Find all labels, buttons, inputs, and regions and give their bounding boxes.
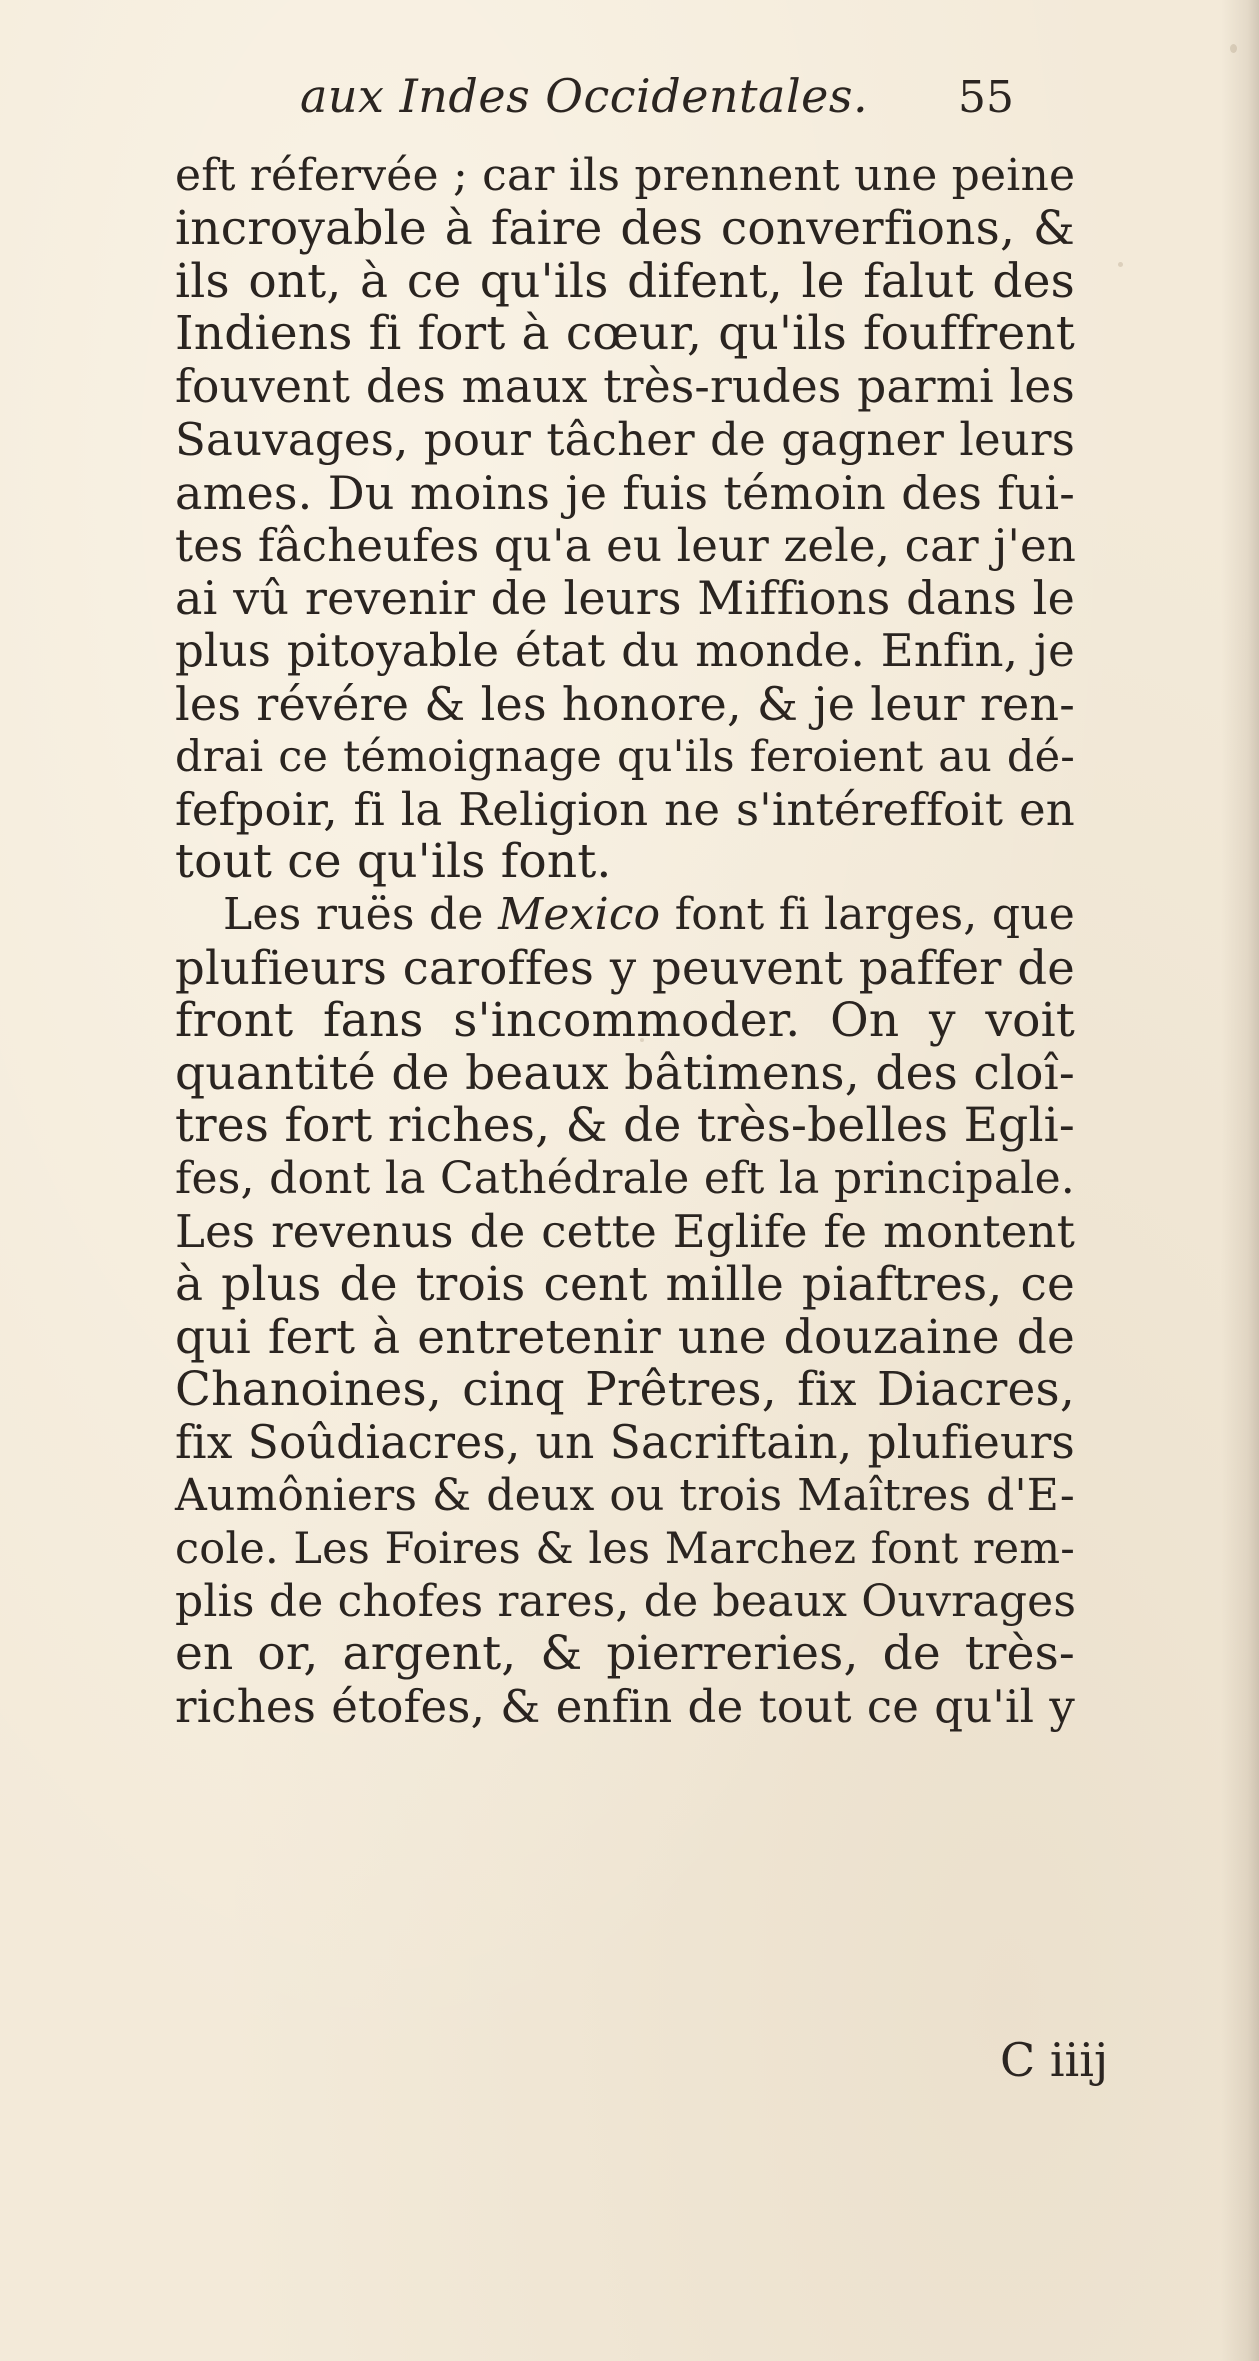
text-line: Sauvages, pour tâcher de gagner leurs <box>175 412 1075 466</box>
text-line: Aumôniers & deux ou trois Maîtres d'E- <box>175 1469 1075 1521</box>
page-edge-shadow <box>1221 0 1259 2361</box>
text-line: tes fâcheufes qu'a eu leur zele, car j'en <box>175 518 1077 572</box>
text-line: cole. Les Foires & les Marchez font rem- <box>175 1523 1075 1574</box>
text-line: eft réfervée ; car ils prennent une peine <box>175 150 1076 201</box>
text-line: fefpoir, fi la Religion ne s'intéreffoit en <box>175 782 1075 836</box>
text-line: les révére & les honore, & je leur ren- <box>175 676 1075 731</box>
text-line: drai ce témoignage qu'ils feroient au dé- <box>175 731 1075 782</box>
text-line: fouvent des maux très-rudes parmi les <box>175 360 1075 414</box>
text-line: ils ont, à ce qu'ils difent, le falut des <box>175 253 1075 309</box>
running-title: aux Indes Occidentales. <box>300 69 869 123</box>
running-head <box>300 66 1080 136</box>
text-line: incroyable à faire des converfions, & <box>175 200 1075 256</box>
signature-mark: C iiij <box>1000 2033 1109 2087</box>
text-line: en or, argent, & pierreries, de très- <box>175 1626 1075 1682</box>
text-line: fix Soûdiacres, un Sacriftain, plufieurs <box>175 1416 1075 1470</box>
text-line: Indiens fi fort à cœur, qu'ils fouffrent <box>175 306 1075 362</box>
text-line: quantité de beaux bâtimens, des cloî- <box>175 1045 1075 1101</box>
paragraph-end-line: tout ce qu'ils font. <box>175 834 612 890</box>
text-line: plufieurs caroffes y peuvent paffer de <box>175 940 1075 995</box>
text-line: ames. Du moins je fuis témoin des fui- <box>175 465 1075 520</box>
text-line: à plus de trois cent mille piaftres, ce <box>175 1256 1075 1312</box>
text-line: plus pitoyable état du monde. Enfin, je <box>175 624 1075 678</box>
text-line: tres fort riches, & de très-belles Egli- <box>175 1098 1075 1154</box>
body-text <box>175 150 1075 1734</box>
page-number: 55 <box>958 72 1014 123</box>
text-line: riches étofes, & enfin de tout ce qu'il y <box>175 1680 1075 1734</box>
paper-speck <box>1118 262 1123 267</box>
paper-speck <box>1230 44 1237 53</box>
text-line: ai vû revenir de leurs Miffions dans le <box>175 571 1075 626</box>
paragraph-start-line: Les ruës de Mexico font fi larges, que <box>223 889 1075 941</box>
text-line: fes, dont la Cathédrale eft la principale. <box>175 1153 1075 1205</box>
text-line: Chanoines, cinq Prêtres, fix Diacres, <box>175 1362 1075 1418</box>
text-line: qui fert à entretenir une douzaine de <box>175 1309 1075 1365</box>
text-line: plis de chofes rares, de beaux Ouvrages <box>175 1575 1077 1627</box>
text-line: Les revenus de cette Eglife fe montent <box>175 1204 1075 1258</box>
place-name-mexico: Mexico <box>498 889 661 941</box>
text-line: front fans s'incommoder. On y voit <box>175 992 1075 1048</box>
